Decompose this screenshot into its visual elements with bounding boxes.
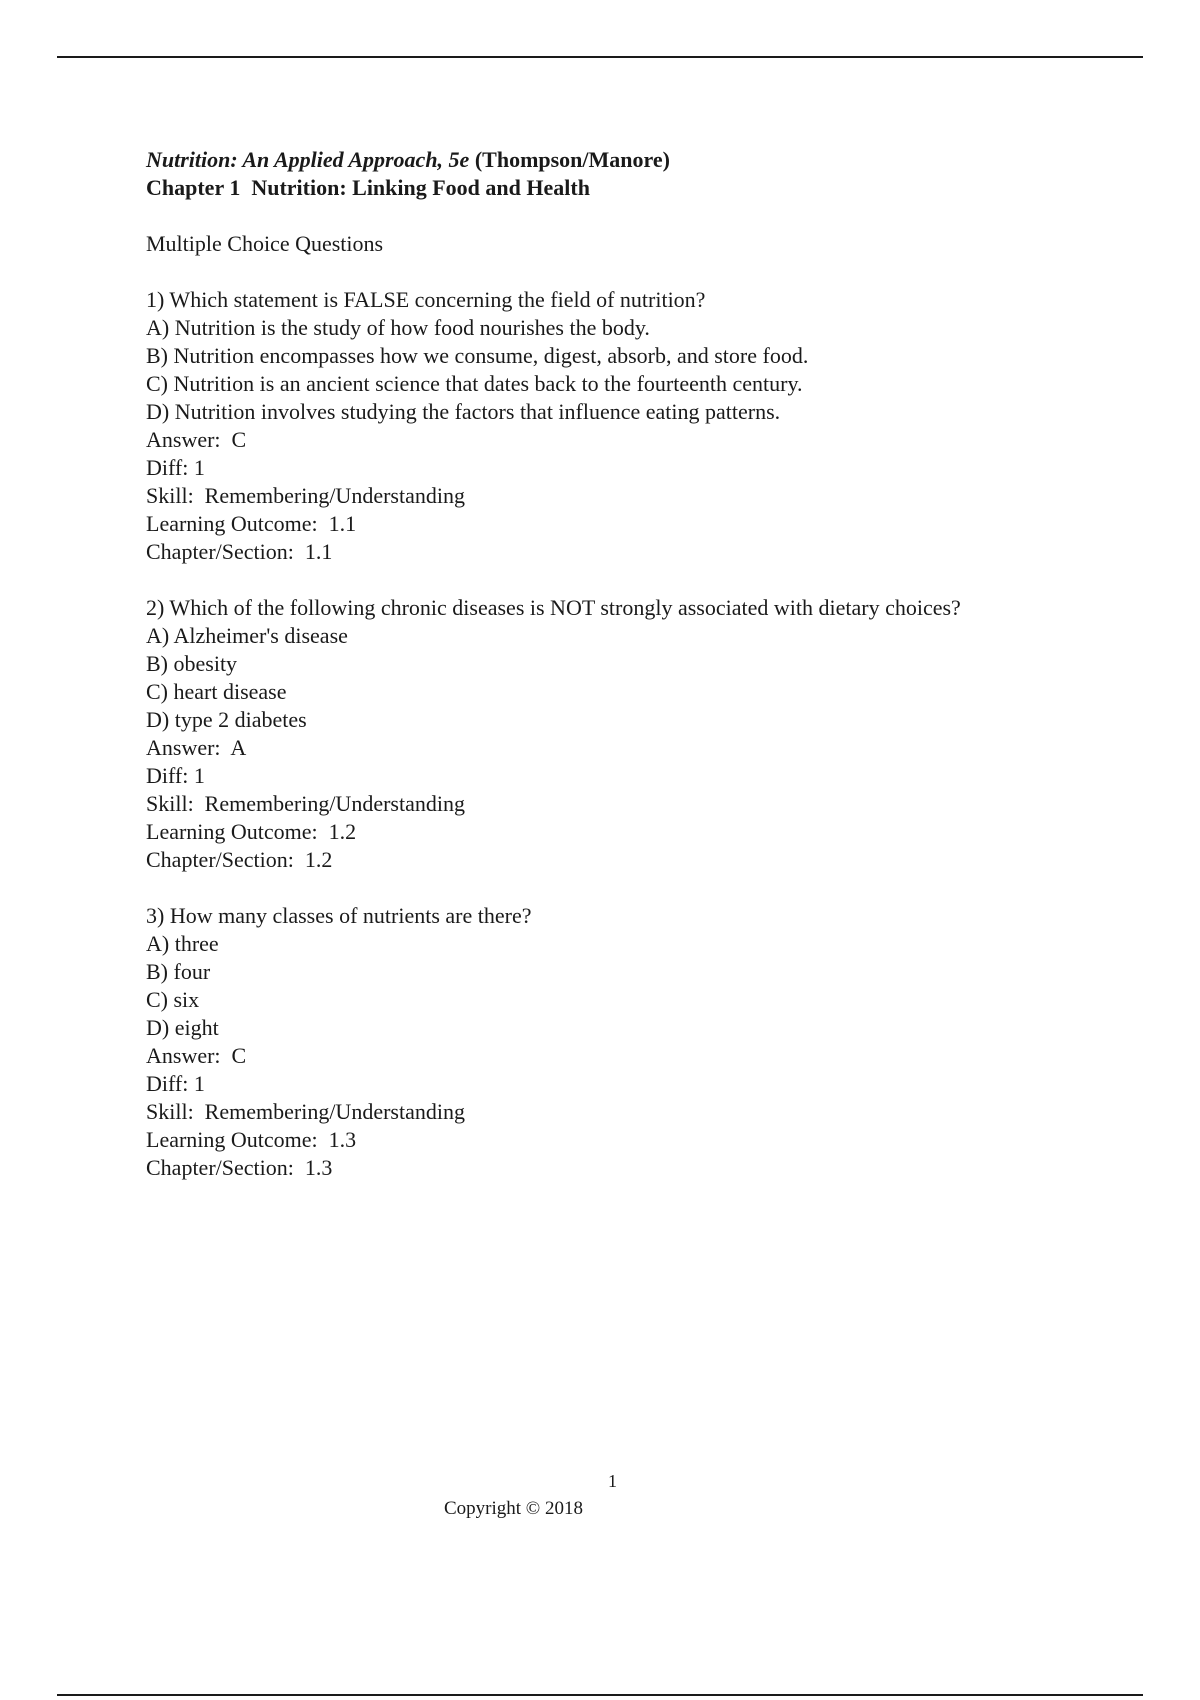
page-content xyxy=(146,146,1106,1210)
question-stem: 1) Which statement is FALSE concerning the field of nutrition? xyxy=(146,287,706,312)
answer-option: D) eight xyxy=(146,1015,219,1040)
difficulty: Diff: 1 xyxy=(146,763,205,788)
chapter-section: Chapter/Section: 1.2 xyxy=(146,847,333,872)
learning-outcome: Learning Outcome: 1.1 xyxy=(146,511,357,536)
answer-key: Answer: C xyxy=(146,427,247,452)
bottom-rule xyxy=(57,1694,1143,1696)
book-title-line xyxy=(146,146,1106,174)
answer-option: A) Nutrition is the study of how food nourishes the body. xyxy=(146,315,650,340)
answer-option: D) Nutrition involves studying the factors that influence eating patterns. xyxy=(146,399,781,424)
answer-option: B) four xyxy=(146,959,211,984)
answer-key: Answer: A xyxy=(146,735,247,760)
book-authors: (Thompson/Manore) xyxy=(474,147,670,172)
question-stem: 2) Which of the following chronic diseases is NOT strongly associated with dietary choices? xyxy=(146,595,961,620)
difficulty: Diff: 1 xyxy=(146,1071,205,1096)
skill: Skill: Remembering/Understanding xyxy=(146,791,465,816)
answer-option: D) type 2 diabetes xyxy=(146,707,307,732)
answer-option: A) Alzheimer's disease xyxy=(146,623,348,648)
answer-option: B) obesity xyxy=(146,651,238,676)
difficulty: Diff: 1 xyxy=(146,455,205,480)
skill: Skill: Remembering/Understanding xyxy=(146,483,465,508)
question-block xyxy=(146,902,1106,1182)
question-block xyxy=(146,286,1106,566)
copyright-notice: Copyright © 2018 xyxy=(444,1498,583,1519)
question-block xyxy=(146,594,1106,874)
answer-option: B) Nutrition encompasses how we consume, digest, absorb, and store food. xyxy=(146,343,809,368)
answer-option: C) heart disease xyxy=(146,679,287,704)
answer-option: A) three xyxy=(146,931,219,956)
top-rule xyxy=(57,56,1143,58)
learning-outcome: Learning Outcome: 1.3 xyxy=(146,1127,357,1152)
book-title: Nutrition: An Applied Approach, 5e xyxy=(146,147,470,172)
chapter-section: Chapter/Section: 1.3 xyxy=(146,1155,333,1180)
page-number: 1 xyxy=(608,1471,617,1491)
answer-key: Answer: C xyxy=(146,1043,247,1068)
answer-option: C) six xyxy=(146,987,200,1012)
question-stem: 3) How many classes of nutrients are there? xyxy=(146,903,532,928)
answer-option: C) Nutrition is an ancient science that dates back to the fourteenth century. xyxy=(146,371,803,396)
section-label: Multiple Choice Questions xyxy=(146,231,384,256)
chapter-title: Chapter 1 Nutrition: Linking Food and Health xyxy=(146,175,590,200)
skill: Skill: Remembering/Understanding xyxy=(146,1099,465,1124)
learning-outcome: Learning Outcome: 1.2 xyxy=(146,819,357,844)
chapter-section: Chapter/Section: 1.1 xyxy=(146,539,333,564)
